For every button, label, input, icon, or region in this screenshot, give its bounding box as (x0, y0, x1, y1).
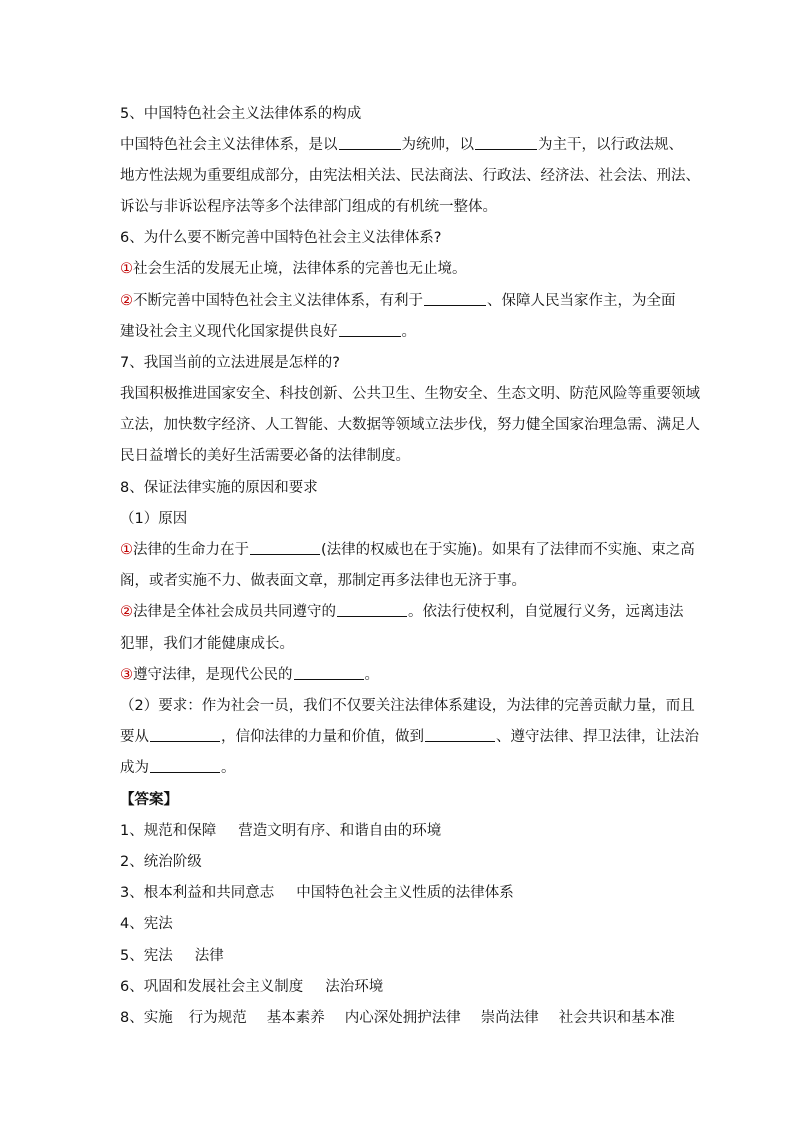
q8-sub-2: （2）要求：作为社会一员，我们不仅要关注法律体系建设，为法律的完善贡献力量，而且 (120, 698, 695, 714)
answer-6 (120, 977, 700, 997)
text: 法律 (194, 948, 224, 964)
fill-blank (425, 727, 495, 742)
q5-line-3: 诉讼与非诉讼程序法等多个法律部门组成的有机统一整体。 (120, 199, 497, 215)
text: 中国特色社会主义性质的法律体系 (296, 885, 514, 901)
q5-line-1 (120, 135, 700, 155)
answer-4: 4、宪法 (120, 916, 173, 932)
fill-blank (250, 540, 320, 555)
text: 要从 (120, 729, 149, 745)
fill-blank (424, 291, 486, 306)
marker-1: ① (120, 261, 133, 277)
q5-line-2: 地方性法规为重要组成部分，由宪法相关法、民法商法、行政法、经济法、社会法、刑法、 (120, 168, 700, 184)
fill-blank (150, 758, 220, 773)
fill-blank (339, 135, 401, 150)
text: 法律是全体社会成员共同遵守的 (133, 604, 336, 620)
text: 遵守法律，是现代公民的 (133, 667, 293, 683)
q8-sub-1: （1）原因 (120, 511, 188, 527)
text: 建设社会主义现代化国家提供良好 (120, 324, 338, 340)
fill-blank (294, 665, 364, 680)
text: 1、规范和保障 (120, 823, 217, 839)
q8-item-3 (120, 665, 700, 685)
answer-1 (120, 821, 700, 841)
q8-sub-2-line-2 (120, 727, 700, 747)
text: 内心深处拥护法律 (344, 1010, 461, 1026)
text: 基本素养 (266, 1010, 325, 1026)
q8-sub-2-line-3 (120, 758, 700, 778)
text: 8、实施 (120, 1010, 173, 1026)
text: ，信仰法律的力量和价值，做到 (221, 729, 424, 745)
text: 营造文明有序、和谐自由的环境 (238, 823, 442, 839)
fill-blank (150, 727, 220, 742)
text: 、保障人民当家作主，为全面 (487, 293, 676, 309)
q7-title: 7、我国当前的立法进展是怎样的? (120, 355, 340, 371)
q7-line-1: 我国积极推进国家安全、科技创新、公共卫生、生物安全、生态文明、防范风险等重要领域 (120, 386, 700, 402)
q6-item-1 (120, 259, 700, 279)
text: 社会生活的发展无止境，法律体系的完善也无止境。 (133, 261, 467, 277)
text: 社会共识和基本准 (558, 1010, 675, 1026)
text: 行为规范 (188, 1010, 247, 1026)
answer-2: 2、统治阶级 (120, 854, 202, 870)
q8-title: 8、保证法律实施的原因和要求 (120, 480, 318, 496)
q8-item-1 (120, 540, 700, 560)
answer-3 (120, 883, 700, 903)
answer-5 (120, 946, 700, 966)
text: 。 (221, 760, 236, 776)
text: 不断完善中国特色社会主义法律体系，有利于 (133, 293, 423, 309)
text: 法律的生命力在于 (133, 542, 249, 558)
marker-1: ① (120, 542, 133, 558)
text: 成为 (120, 760, 149, 776)
text: 、遵守法律、捍卫法律，让法治 (496, 729, 699, 745)
text: 。 (364, 667, 379, 683)
fill-blank (337, 602, 407, 617)
fill-blank (339, 322, 401, 337)
answer-8 (120, 1008, 700, 1028)
q5-title: 5、中国特色社会主义法律体系的构成 (120, 106, 362, 122)
text: 为主干，以行政法规、 (538, 137, 683, 153)
text: 中国特色社会主义法律体系，是以 (120, 137, 338, 153)
text: 为统帅，以 (401, 137, 474, 153)
text: 。依法行使权利，自觉履行义务，远离违法 (408, 604, 684, 620)
text: 3、根本利益和共同意志 (120, 885, 275, 901)
marker-3: ③ (120, 667, 133, 683)
q8-item-1-cont: 阁，或者实施不力、做表面文章，那制定再多法律也无济于事。 (120, 573, 526, 589)
text: 崇尚法律 (480, 1010, 539, 1026)
marker-2: ② (120, 604, 133, 620)
text: 5、宪法 (120, 948, 173, 964)
text: (法律的权威也在于实施)。如果有了法律而不实施、束之高 (321, 542, 695, 558)
q8-item-2 (120, 602, 700, 622)
q7-line-3: 民日益增长的美好生活需要必备的法律制度。 (120, 448, 410, 464)
marker-2: ② (120, 293, 133, 309)
text: 。 (401, 324, 416, 340)
q8-item-2-cont: 犯罪，我们才能健康成长。 (120, 636, 294, 652)
text: 6、巩固和发展社会主义制度 (120, 979, 304, 995)
answers-heading: 【答案】 (120, 792, 178, 808)
q6-title: 6、为什么要不断完善中国特色社会主义法律体系? (120, 230, 442, 246)
q7-line-2: 立法，加快数字经济、人工智能、大数据等领域立法步伐，努力健全国家治理急需、满足人 (120, 417, 700, 433)
text: 法治环境 (325, 979, 384, 995)
q6-item-2-cont (120, 322, 700, 342)
fill-blank (475, 135, 537, 150)
q6-item-2 (120, 291, 700, 311)
